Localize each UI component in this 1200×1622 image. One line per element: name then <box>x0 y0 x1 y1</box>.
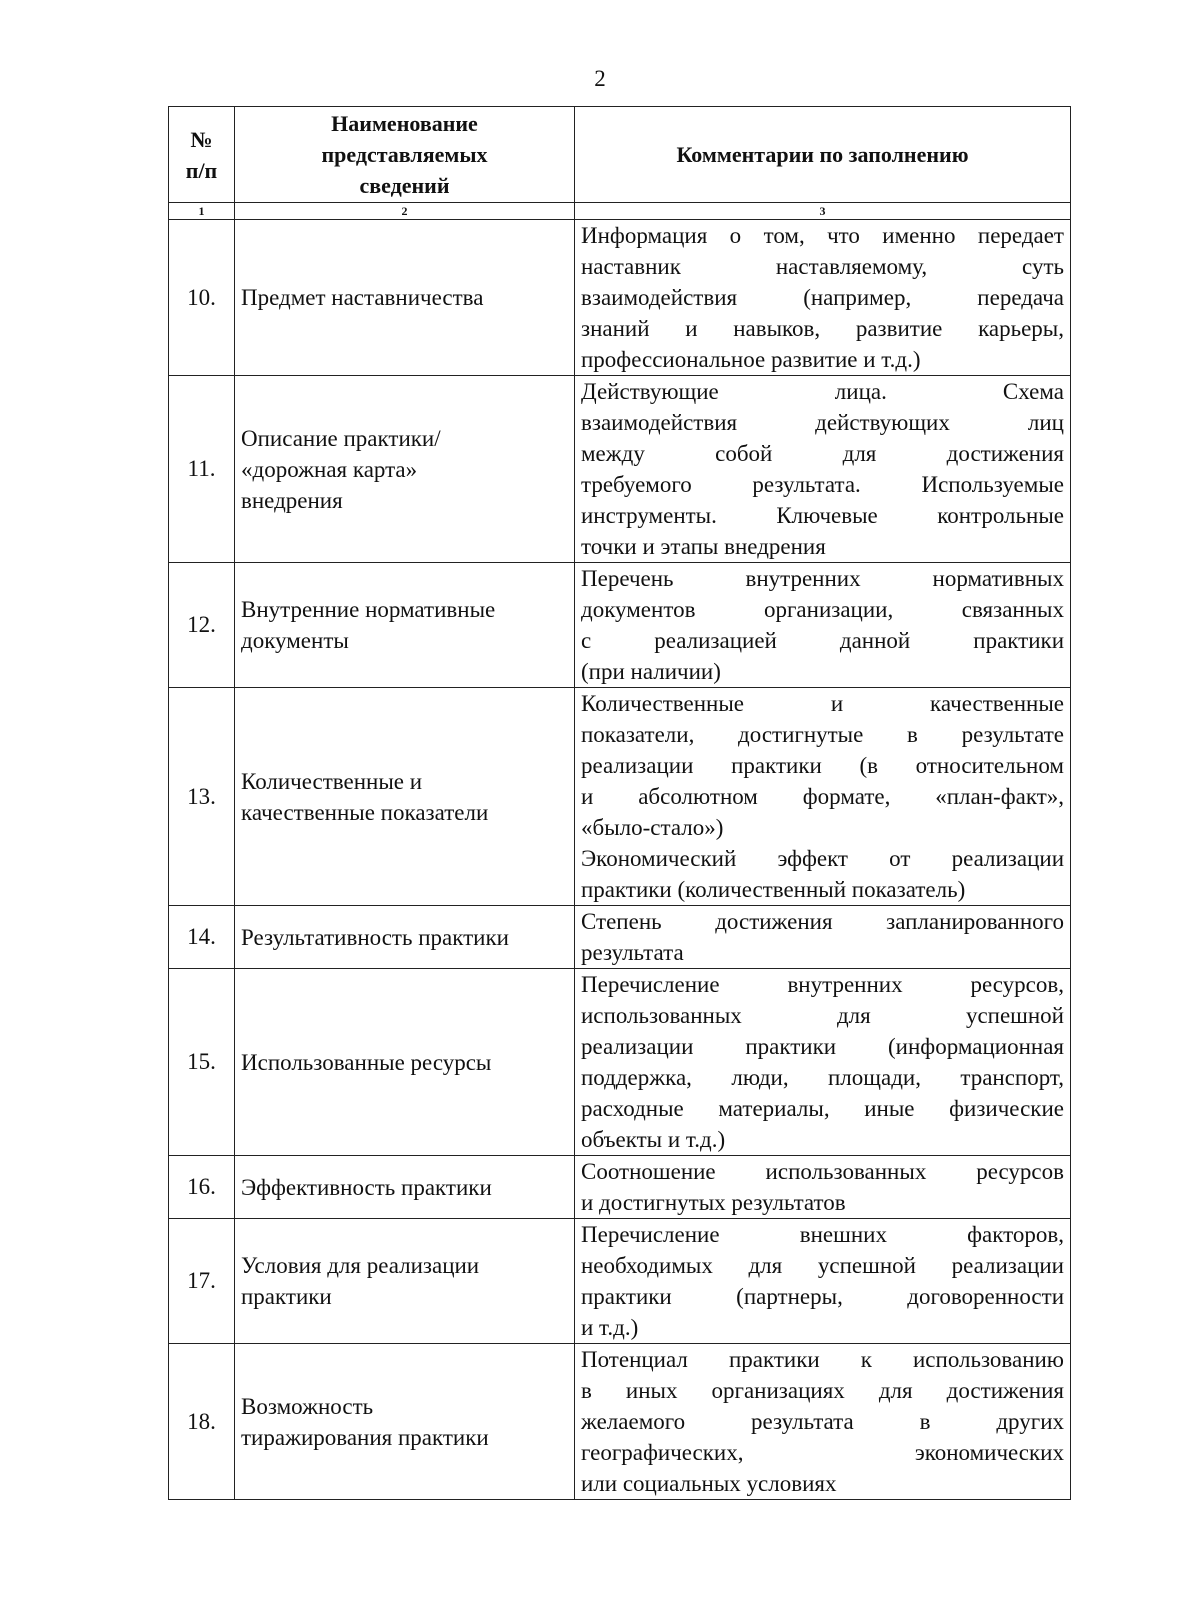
row-comment-line: желаемого результата в других <box>581 1409 1064 1434</box>
row-comment-line: расходные материалы, иные физические <box>581 1096 1064 1121</box>
row-name <box>235 688 575 906</box>
row-comment-line: необходимых для успешной реализации <box>581 1253 1064 1278</box>
row-name-line: практики <box>241 1284 332 1309</box>
row-comment-line: Перечисление внешних факторов, <box>581 1222 1064 1247</box>
header-name <box>235 107 575 203</box>
row-comment-line: использованных для успешной <box>581 1003 1064 1028</box>
row-comment-line: результата <box>581 940 684 965</box>
row-comment-line: знаний и навыков, развитие карьеры, <box>581 316 1064 341</box>
row-comment-line: Действующие лица. Схема <box>581 379 1064 404</box>
row-number: 17. <box>169 1219 235 1344</box>
row-comment-line: «было-стало») <box>581 815 724 840</box>
row-comment-line: между собой для достижения <box>581 441 1064 466</box>
row-comment-line: и достигнутых результатов <box>581 1190 846 1215</box>
table-row <box>169 1156 1071 1219</box>
table-row <box>169 376 1071 563</box>
row-comment-line: инструменты. Ключевые контрольные <box>581 503 1064 528</box>
row-comment-line: профессиональное развитие и т.д.) <box>581 347 921 372</box>
row-comment-line: в иных организациях для достижения <box>581 1378 1064 1403</box>
row-comment <box>575 220 1071 376</box>
table-header-row <box>169 107 1071 203</box>
row-number: 10. <box>169 220 235 376</box>
row-comment-line: (при наличии) <box>581 659 721 684</box>
header-number-line: п/п <box>185 157 218 183</box>
row-name <box>235 1219 575 1344</box>
column-index: 2 <box>235 203 575 220</box>
table-row <box>169 688 1071 906</box>
row-name-line: «дорожная карта» <box>241 456 418 482</box>
header-name-line: Наименование <box>331 111 478 136</box>
row-comment-line: и абсолютном формате, «план-факт», <box>581 784 1064 809</box>
row-name-line: Предмет наставничества <box>241 285 484 310</box>
row-comment <box>575 1344 1071 1500</box>
row-name <box>235 376 575 563</box>
row-comment-line: взаимодействия (например, передача <box>581 285 1064 310</box>
row-name-line: Условия для реализации <box>241 1253 480 1278</box>
row-name <box>235 220 575 376</box>
row-comment-line: практики (количественный показатель) <box>581 877 966 902</box>
row-comment-line: и т.д.) <box>581 1315 639 1340</box>
row-name-line: документы <box>241 628 349 653</box>
row-comment-line: Экономический эффект от реализации <box>581 846 1064 871</box>
row-comment <box>575 688 1071 906</box>
row-number: 12. <box>169 563 235 688</box>
row-comment-line: объекты и т.д.) <box>581 1127 726 1152</box>
row-name-line: Внутренние нормативные <box>241 597 496 622</box>
row-comment <box>575 1219 1071 1344</box>
row-comment-line: Информация о том, что именно передает <box>581 223 1064 248</box>
row-comment-line: наставник наставляемому, суть <box>581 254 1064 279</box>
table-row <box>169 220 1071 376</box>
row-comment <box>575 969 1071 1156</box>
row-name <box>235 563 575 688</box>
row-comment-line: практики (партнеры, договоренности <box>581 1284 1064 1309</box>
table-row <box>169 906 1071 969</box>
row-name-line: Количественные и <box>241 768 423 794</box>
row-comment <box>575 563 1071 688</box>
table-row <box>169 969 1071 1156</box>
row-comment-line: Соотношение использованных ресурсов <box>581 1159 1064 1184</box>
row-comment-line: или социальных условиях <box>581 1471 837 1496</box>
row-number: 18. <box>169 1344 235 1500</box>
row-comment <box>575 376 1071 563</box>
row-name <box>235 1156 575 1219</box>
row-comment-line: географических, экономических <box>581 1440 1064 1465</box>
header-name-line: сведений <box>359 173 450 198</box>
row-comment-line: точки и этапы внедрения <box>581 534 826 559</box>
row-comment <box>575 1156 1071 1219</box>
row-name-line: Эффективность практики <box>241 1174 492 1200</box>
row-number: 11. <box>169 376 235 563</box>
table-row <box>169 1219 1071 1344</box>
row-number: 14. <box>169 906 235 969</box>
header-number-line: № <box>190 126 213 152</box>
table-row <box>169 563 1071 688</box>
header-name-line: представляемых <box>321 142 488 167</box>
row-name <box>235 906 575 969</box>
row-comment-line: реализации практики (в относительном <box>581 753 1064 778</box>
row-name-line: качественные показатели <box>241 799 489 825</box>
column-index: 1 <box>169 203 235 220</box>
row-comment-line: Потенциал практики к использованию <box>581 1347 1064 1372</box>
row-name-line: Использованные ресурсы <box>241 1049 492 1075</box>
requirements-table <box>168 106 1071 1500</box>
row-name-line: тиражирования практики <box>241 1424 489 1450</box>
column-index: 3 <box>575 203 1071 220</box>
page-number: 2 <box>594 66 606 91</box>
row-comment-line: показатели, достигнутые в результате <box>581 722 1064 747</box>
row-name-line: Возможность <box>241 1393 374 1419</box>
row-comment-line: реализации практики (информационная <box>581 1034 1064 1059</box>
row-comment-line: Перечисление внутренних ресурсов, <box>581 972 1064 997</box>
row-number: 13. <box>169 688 235 906</box>
row-comment-line: Степень достижения запланированного <box>581 909 1064 934</box>
row-comment <box>575 906 1071 969</box>
row-name-line: Описание практики/ <box>241 425 441 451</box>
row-number: 16. <box>169 1156 235 1219</box>
row-comment-line: Перечень внутренних нормативных <box>581 566 1064 591</box>
row-comment-line: взаимодействия действующих лиц <box>581 410 1064 435</box>
row-comment-line: Количественные и качественные <box>581 691 1064 716</box>
row-number: 15. <box>169 969 235 1156</box>
row-name-line: Результативность практики <box>241 924 509 950</box>
row-name-line: внедрения <box>241 487 343 513</box>
header-number <box>169 107 235 203</box>
row-comment-line: поддержка, люди, площади, транспорт, <box>581 1065 1064 1090</box>
row-comment-line: документов организации, связанных <box>581 597 1064 622</box>
header-comment: Комментарии по заполнению <box>575 107 1071 203</box>
row-comment-line: с реализацией данной практики <box>581 628 1064 653</box>
row-comment-line: требуемого результата. Используемые <box>581 472 1064 497</box>
row-name <box>235 969 575 1156</box>
column-index-row <box>169 203 1071 220</box>
row-name <box>235 1344 575 1500</box>
table-row <box>169 1344 1071 1500</box>
